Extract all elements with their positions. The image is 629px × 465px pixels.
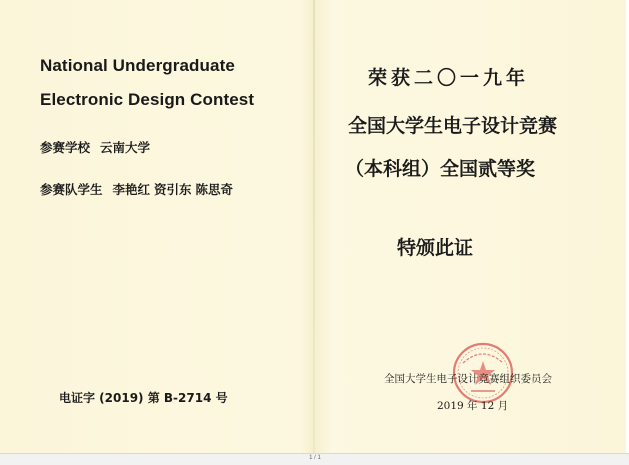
issuing-organization: 全国大学生电子设计竞赛组织委员会 <box>384 373 552 385</box>
school-row <box>40 138 150 156</box>
issue-date: 2019 年 12 月 <box>437 400 509 412</box>
award-line3: （本科组）全国贰等奖 <box>345 158 536 180</box>
certificate-number: 电证字 (2019) 第 B-2714 号 <box>59 391 228 405</box>
student-name: 李艳红 <box>112 182 151 197</box>
team-row <box>40 180 233 198</box>
award-line1: 荣获二〇一九年 <box>368 67 530 89</box>
school-label: 参赛学校 <box>40 140 91 155</box>
english-title-line1: National Undergraduate <box>40 56 235 75</box>
student-name: 资引东 <box>154 182 192 197</box>
award-line2: 全国大学生电子设计竞赛 <box>348 115 558 137</box>
center-fold <box>313 0 315 453</box>
school-name: 云南大学 <box>100 140 151 155</box>
student-name: 陈思奇 <box>195 182 234 197</box>
page-indicator: 1 / 1 <box>309 455 321 461</box>
team-label: 参赛队学生 <box>40 182 103 197</box>
english-title-line2: Electronic Design Contest <box>40 90 255 109</box>
special-issue-text: 特颁此证 <box>397 237 474 259</box>
